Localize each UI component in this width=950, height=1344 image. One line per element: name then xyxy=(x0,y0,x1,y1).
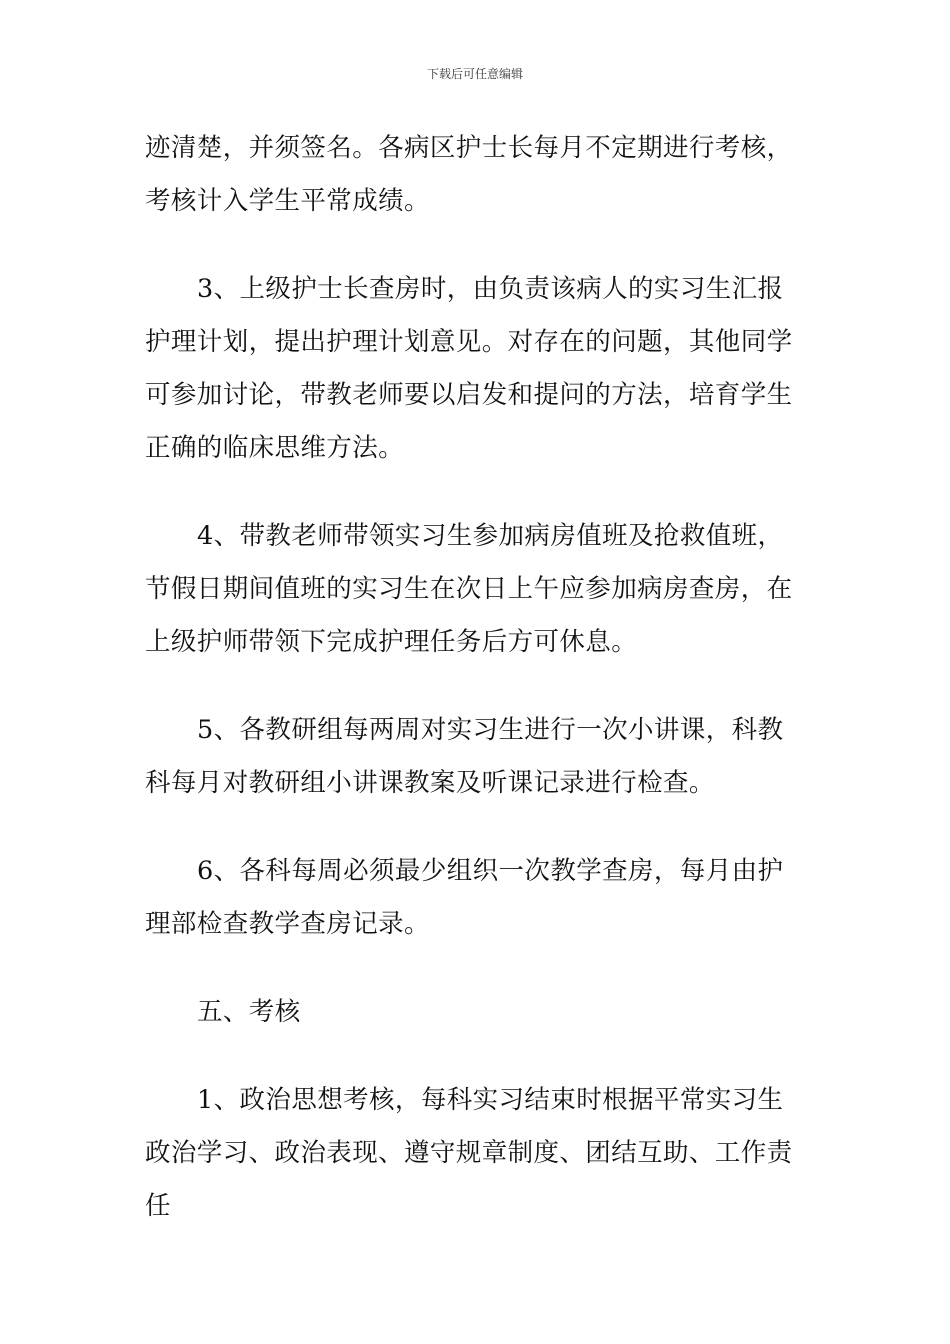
page-header: 下载后可任意编辑 xyxy=(426,67,523,81)
paragraph-item-3: 3、上级护士长查房时，由负责该病人的实习生汇报护理计划，提出护理计划意见。对存在的问题，其他同学可参加讨论，带教老师要以启发和提问的方法，培育学生正确的临床思维方法。 xyxy=(145,274,793,463)
paragraph-continuation: 迹清楚，并须签名。各病区护士长每月不定期进行考核，考核计入学生平常成绩。 xyxy=(145,133,793,216)
document-body xyxy=(145,122,807,1233)
paragraph-item-4: 4、带教老师带领实习生参加病房值班及抢救值班，节假日期间值班的实习生在次日上午应参加病房查房，在上级护师带领下完成护理任务后方可休息。 xyxy=(145,521,793,657)
paragraph-assessment-1: 1、政治思想考核，每科实习结束时根据平常实习生政治学习、政治表现、遵守规章制度、团结互助、工作责任 xyxy=(145,1085,793,1221)
paragraph-item-6: 6、各科每周必须最少组织一次教学查房，每月由护理部检查教学查房记录。 xyxy=(145,856,784,939)
paragraph-item-5: 5、各教研组每两周对实习生进行一次小讲课，科教科每月对教研组小讲课教案及听课记录进行检查。 xyxy=(145,715,784,798)
section-heading-assessment: 五、考核 xyxy=(197,997,301,1027)
